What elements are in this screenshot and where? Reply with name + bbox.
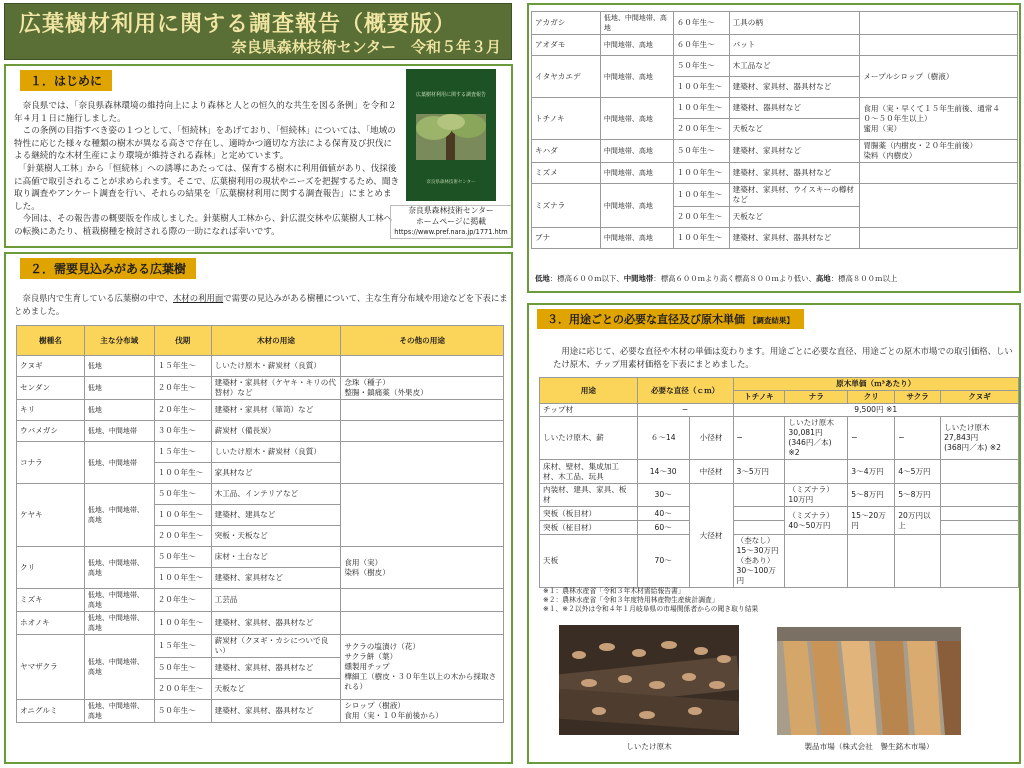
price-table	[539, 377, 1019, 588]
species-other	[341, 612, 504, 635]
species-period: ２０年生〜	[154, 400, 211, 421]
price-diameter: 60〜	[637, 521, 689, 535]
species-name: クヌギ	[17, 356, 85, 377]
species-name: ホオノキ	[17, 612, 85, 635]
species-use: 建築材、家具材、器具材など	[729, 163, 860, 184]
price-value: 5〜8万円	[895, 484, 941, 507]
price-use: 突板（柾目材）	[540, 521, 638, 535]
price-value	[941, 535, 1019, 588]
price-class: 大径材	[689, 484, 733, 588]
species-area: 低地、中間地帯、高地	[84, 589, 154, 612]
note-line: ※１：農林水産省「令和３年木材需給報告書」	[543, 587, 685, 595]
species-period: ３０年生〜	[154, 421, 211, 442]
shiitake-log-photo	[559, 625, 739, 735]
col-species: 樹種名	[17, 326, 85, 356]
species-period: １００年生〜	[673, 98, 729, 119]
species-use: 木工品、インテリアなど	[211, 484, 341, 505]
species-row	[17, 635, 504, 658]
price-value	[733, 484, 785, 507]
species-continued-panel	[527, 3, 1021, 293]
page-title: 広葉樹材利用に関する調査報告（概要版）	[19, 12, 457, 37]
col-other: その他の用途	[341, 326, 504, 356]
species-use: 木工品など	[729, 56, 860, 77]
species-use: 建築材、家具材、ウイスキーの樽材など	[729, 184, 860, 207]
species-use: 工具の柄	[729, 12, 860, 35]
species-row	[17, 700, 504, 723]
species-table-right-wrap	[531, 11, 1018, 249]
species-area: 低地、中間地帯	[84, 421, 154, 442]
price-value: −	[895, 417, 941, 460]
price-value: −	[848, 417, 895, 460]
price-value	[848, 535, 895, 588]
species-row	[17, 589, 504, 612]
photo2-caption: 製品市場（株式会社 譽生銘木市場）	[804, 742, 934, 751]
price-value: （ミズナラ） 10万円	[785, 484, 848, 507]
price-value: 5〜8万円	[848, 484, 895, 507]
price-value	[941, 460, 1019, 484]
species-row	[532, 56, 1018, 77]
price-table-wrap	[539, 377, 1019, 588]
price-diameter: −	[637, 404, 733, 417]
species-use: 建築材・家具材（ケヤキ・キリの代替材）など	[211, 377, 341, 400]
species-name: ケヤキ	[17, 484, 85, 547]
photo1-caption: しいたけ原木	[626, 742, 672, 751]
note-line: ※１、※２以外は令和４年１月岐阜県の市場関係者からの聞き取り結果	[543, 605, 759, 613]
species-period: １００年生〜	[154, 505, 211, 526]
species-row	[17, 356, 504, 377]
species-use: 天板など	[729, 119, 860, 140]
species-name: ウバメガシ	[17, 421, 85, 442]
species-use: 薪炭材（備長炭）	[211, 421, 341, 442]
price-value: （ミズナラ） 40〜50万円	[785, 507, 848, 535]
legend-desc: ：標高６００ｍ以下、	[549, 274, 624, 283]
price-value	[941, 484, 1019, 507]
species-name: キリ	[17, 400, 85, 421]
price-diameter: ６〜14	[637, 417, 689, 460]
altitude-legend	[535, 273, 897, 284]
price-diameter: 14〜30	[637, 460, 689, 484]
col-nara: ナラ	[785, 391, 848, 404]
species-table-right	[531, 11, 1018, 249]
demand-text-link[interactable]: 木材の利用面	[172, 293, 224, 303]
species-table-left-wrap	[16, 325, 504, 723]
species-use: 建築材、器具材など	[729, 98, 860, 119]
price-value	[733, 521, 785, 535]
prices-heading-text: ３．用途ごとの必要な直径及び原木単価	[547, 313, 745, 326]
species-other: サクラの塩漬け（花） サクラ餅（葉） 燻製用チップ 樺細工（樹皮・３０年生以上の木から採取される）	[341, 635, 504, 700]
species-area: 低地、中間地帯、高地	[84, 612, 154, 635]
species-period: ２００年生〜	[673, 207, 729, 228]
species-area: 中間地帯、高地	[600, 163, 673, 184]
species-area: 中間地帯、高地	[600, 184, 673, 228]
species-use: 工芸品	[211, 589, 341, 612]
species-other: メープルシロップ（樹液）	[860, 56, 1018, 98]
demand-heading: ２．需要見込みがある広葉樹	[20, 258, 196, 279]
species-area: 低地	[84, 356, 154, 377]
species-period: １５年生〜	[154, 635, 211, 658]
species-other	[341, 484, 504, 547]
col-kuri: クリ	[848, 391, 895, 404]
prices-panel	[527, 303, 1021, 764]
price-value	[785, 460, 848, 484]
price-value: −	[733, 417, 785, 460]
col-use: 木材の用途	[211, 326, 341, 356]
species-period: ２００年生〜	[154, 526, 211, 547]
price-notes	[543, 587, 1013, 614]
species-other	[860, 35, 1018, 56]
species-use: 薪炭材（クヌギ・カシについで良い）	[211, 635, 341, 658]
cover-title: 広葉樹材利用に関する調査報告	[415, 92, 486, 98]
species-period: ５０年生〜	[673, 56, 729, 77]
price-use: 天板	[540, 535, 638, 588]
species-other	[860, 228, 1018, 249]
price-diameter: 40〜	[637, 507, 689, 521]
demand-panel	[4, 252, 513, 764]
cover-org: 奈良県森林技術センター	[426, 180, 476, 185]
species-row	[532, 12, 1018, 35]
prices-text: 用途に応じて、必要な直径や木材の単価は変わります。用途ごとに必要な直径、用途ごとの原木市場での取引価格、しいたけ原木、チップ用素材価格を下表にまとめました。	[553, 346, 1013, 369]
legend-term: 低地	[535, 274, 550, 283]
species-use: 建築材、家具材、器具材など	[211, 612, 341, 635]
col-kunugi: クヌギ	[941, 391, 1019, 404]
species-other	[860, 12, 1018, 35]
species-row	[17, 442, 504, 463]
species-use: 建築材・家具材（箪笥）など	[211, 400, 341, 421]
species-name: センダン	[17, 377, 85, 400]
price-use: 床材、壁材、集成加工材、木工品、玩具	[540, 460, 638, 484]
report-url-link[interactable]: https://www.pref.nara.jp/1771.htm	[394, 228, 508, 236]
species-area: 低地、中間地帯、高地	[600, 12, 673, 35]
intro-paragraph: 今回は、その報告書の概要版を作成しました。針葉樹人工林から、針広混交林や広葉樹人工林への転換にあたり、植栽樹種を検討される際の一助になれば幸いです。	[14, 214, 393, 237]
species-name: ミズキ	[17, 589, 85, 612]
species-other: 念珠（種子） 整腸・鎮痛薬（外果皮）	[341, 377, 504, 400]
species-other	[860, 163, 1018, 184]
species-use: しいたけ原木・薪炭材（良質）	[211, 356, 341, 377]
species-row	[532, 35, 1018, 56]
species-use: 床材・土台など	[211, 547, 341, 568]
species-area: 中間地帯、高地	[600, 98, 673, 140]
price-value	[941, 521, 1019, 535]
intro-text	[14, 100, 400, 239]
price-value: 20万円以上	[895, 507, 941, 535]
col-sakura: サクラ	[895, 391, 941, 404]
intro-panel	[4, 64, 513, 248]
note-line: ※２：農林水産省「令和３年度特用林産物生産統計調査」	[543, 596, 719, 604]
species-use: 天板など	[211, 679, 341, 700]
species-name: コナラ	[17, 442, 85, 484]
price-value: （杢なし） 15〜30万円 （杢あり） 30〜100万円	[733, 535, 785, 588]
species-period: ２０年生〜	[154, 377, 211, 400]
species-period: １００年生〜	[673, 184, 729, 207]
intro-paragraph: 「針葉樹人工林」から「恒続林」への誘導にあたっては、保育する樹木に利用価値があり、伐採後に高値で取引されることが求められます。そこで、広葉樹利用の現状やニーズを把握するため、聞き取り調査やアンケート調査を行い、それらの結果を「広葉樹材利用に関する調査報告」にまとめました。	[14, 163, 400, 212]
species-other: 胃腸薬（内樹皮・２０年生前後） 染料（内樹皮）	[860, 140, 1018, 163]
species-name: クリ	[17, 547, 85, 589]
species-period: ５０年生〜	[154, 700, 211, 723]
timber-market-photo	[777, 627, 961, 735]
caption-line2: ホームページに掲載	[415, 216, 486, 226]
species-name: ミズメ	[532, 163, 601, 184]
price-value: 3〜4万円	[848, 460, 895, 484]
price-value	[895, 535, 941, 588]
species-name: オニグルミ	[17, 700, 85, 723]
legend-desc: ：標高６００ｍより高く標高８００ｍより低い、	[653, 274, 816, 283]
species-period: ６０年生〜	[673, 35, 729, 56]
price-value	[785, 535, 848, 588]
price-use: しいたけ原木、薪	[540, 417, 638, 460]
species-area: 中間地帯、高地	[600, 56, 673, 98]
species-area: 低地、中間地帯、高地	[84, 484, 154, 547]
species-area: 中間地帯、高地	[600, 228, 673, 249]
intro-paragraph: この条例の目指すべき姿の１つとして、「恒続林」をあげており、「恒続林」については、「地域の特性に応じた様々な種類の樹木が異なる高さで存在し、適時かつ適切な方法による保育及び択伐による継続的な木材生産により環境が維持される森林」と定めています。	[14, 126, 396, 162]
species-use: 天板など	[729, 207, 860, 228]
price-diameter: 30〜	[637, 484, 689, 507]
species-period: １５年生〜	[154, 442, 211, 463]
species-period: ２００年生〜	[154, 679, 211, 700]
species-other	[341, 400, 504, 421]
species-row	[532, 228, 1018, 249]
species-other: シロップ（樹液） 食用（実・１０年前後から）	[341, 700, 504, 723]
species-use: 建築材、家具材、器具材など	[211, 700, 341, 723]
species-row	[532, 163, 1018, 184]
intro-heading: １．はじめに	[20, 70, 112, 91]
intro-paragraph: 奈良県では、「奈良県森林環境の維持向上により森林と人との恒久的な共生を図る条例」を令和２年４月１日に施行しました。	[14, 101, 397, 124]
species-area: 中間地帯、高地	[600, 140, 673, 163]
species-use: 建築材、家具材など	[729, 140, 860, 163]
species-period: ５０年生〜	[154, 547, 211, 568]
prices-heading-tag: 【調査結果】	[748, 316, 794, 325]
price-use: 突板（板目材）	[540, 507, 638, 521]
species-use: 建築材、建具など	[211, 505, 341, 526]
species-area: 低地、中間地帯、高地	[84, 700, 154, 723]
demand-text-b: で需要の見込みがある樹種について、主な生育分布域や用途などを下表にまとめました。	[14, 293, 508, 316]
col-price-use: 用途	[540, 378, 638, 404]
species-other: 食用（実） 染料（樹皮）	[341, 547, 504, 589]
species-row	[17, 612, 504, 635]
page-subtitle: 奈良県森林技術センター 令和５年３月	[231, 38, 501, 56]
legend-term: 高地	[815, 274, 831, 283]
cover-tree-photo	[416, 114, 486, 160]
species-area: 低地	[84, 400, 154, 421]
price-class: 中径材	[689, 460, 733, 484]
price-value: 3〜5万円	[733, 460, 785, 484]
species-name: ミズナラ	[532, 184, 601, 228]
price-value	[941, 507, 1019, 521]
species-use: 突板・天板など	[211, 526, 341, 547]
species-use: 建築材、家具材、器具材など	[729, 228, 860, 249]
species-period: １００年生〜	[673, 228, 729, 249]
species-area: 中間地帯、高地	[600, 35, 673, 56]
price-value: 4〜5万円	[895, 460, 941, 484]
species-period: ５０年生〜	[673, 140, 729, 163]
species-name: アカガシ	[532, 12, 601, 35]
species-use: しいたけ原木・薪炭材（良質）	[211, 442, 341, 463]
species-other	[341, 442, 504, 484]
species-row	[532, 184, 1018, 207]
demand-text	[14, 292, 508, 317]
price-value: 9,500円 ※1	[733, 404, 1019, 417]
demand-text-a: 奈良県内で生育している広葉樹の中で、	[14, 293, 173, 303]
species-other	[341, 589, 504, 612]
species-area: 低地、中間地帯	[84, 442, 154, 484]
price-value: 15〜20万円	[848, 507, 895, 535]
species-use: 建築材、家具材など	[211, 568, 341, 589]
price-value: しいたけ原木 27,843円 (368円／本) ※2	[941, 417, 1019, 460]
species-name: アオダモ	[532, 35, 601, 56]
species-use: 建築材、家具材、器具材など	[211, 658, 341, 679]
header-banner	[4, 3, 512, 60]
species-name: トチノキ	[532, 98, 601, 140]
species-row	[532, 98, 1018, 119]
species-period: ６０年生〜	[673, 12, 729, 35]
price-diameter: 70〜	[637, 535, 689, 588]
species-row	[17, 377, 504, 400]
caption-line1: 奈良県森林技術センター	[408, 206, 494, 215]
species-period: １００年生〜	[154, 463, 211, 484]
species-period: １５年生〜	[154, 356, 211, 377]
species-row	[17, 484, 504, 505]
species-period: １００年生〜	[154, 568, 211, 589]
species-row	[532, 140, 1018, 163]
species-other	[341, 356, 504, 377]
price-use: 内装材、建具、家具、板材	[540, 484, 638, 507]
species-row	[17, 400, 504, 421]
legend-desc: ：標高８００ｍ以上	[830, 274, 898, 283]
species-use: 建築材、家具材、器具材など	[729, 77, 860, 98]
col-price-group: 原木単価（ｍ³あたり）	[733, 378, 1019, 391]
report-cover-image	[406, 69, 496, 201]
species-name: ブナ	[532, 228, 601, 249]
price-value: しいたけ原木 30,081円 (346円／本) ※2	[785, 417, 848, 460]
species-name: キハダ	[532, 140, 601, 163]
species-row	[17, 421, 504, 442]
species-use: 家具材など	[211, 463, 341, 484]
price-class: 小径材	[689, 417, 733, 460]
species-period: ５０年生〜	[154, 484, 211, 505]
col-area: 主な分布域	[84, 326, 154, 356]
species-name: ヤマザクラ	[17, 635, 85, 700]
col-price-diameter: 必要な直径（ｃｍ）	[637, 378, 733, 404]
price-use: チップ材	[540, 404, 638, 417]
species-table-left	[16, 325, 504, 723]
species-period: ２００年生〜	[673, 119, 729, 140]
species-area: 低地、中間地帯、高地	[84, 547, 154, 589]
species-other: 食用（実・早くて１５年生前後、通常４０〜５０年生以上） 蜜用（実）	[860, 98, 1018, 140]
species-other	[341, 421, 504, 442]
price-value	[733, 507, 785, 521]
col-period: 伐期	[154, 326, 211, 356]
species-row	[17, 547, 504, 568]
species-name: イタヤカエデ	[532, 56, 601, 98]
legend-term: 中間地帯	[623, 274, 654, 283]
species-use: バット	[729, 35, 860, 56]
species-other	[860, 184, 1018, 228]
prices-heading	[537, 309, 804, 329]
species-area: 低地、中間地帯、高地	[84, 635, 154, 700]
species-period: ２０年生〜	[154, 589, 211, 612]
species-period: １００年生〜	[154, 612, 211, 635]
species-period: １００年生〜	[673, 77, 729, 98]
species-area: 低地	[84, 377, 154, 400]
species-period: １００年生〜	[673, 163, 729, 184]
cover-caption	[390, 205, 512, 239]
col-tochi: トチノキ	[733, 391, 785, 404]
species-period: ５０年生〜	[154, 658, 211, 679]
